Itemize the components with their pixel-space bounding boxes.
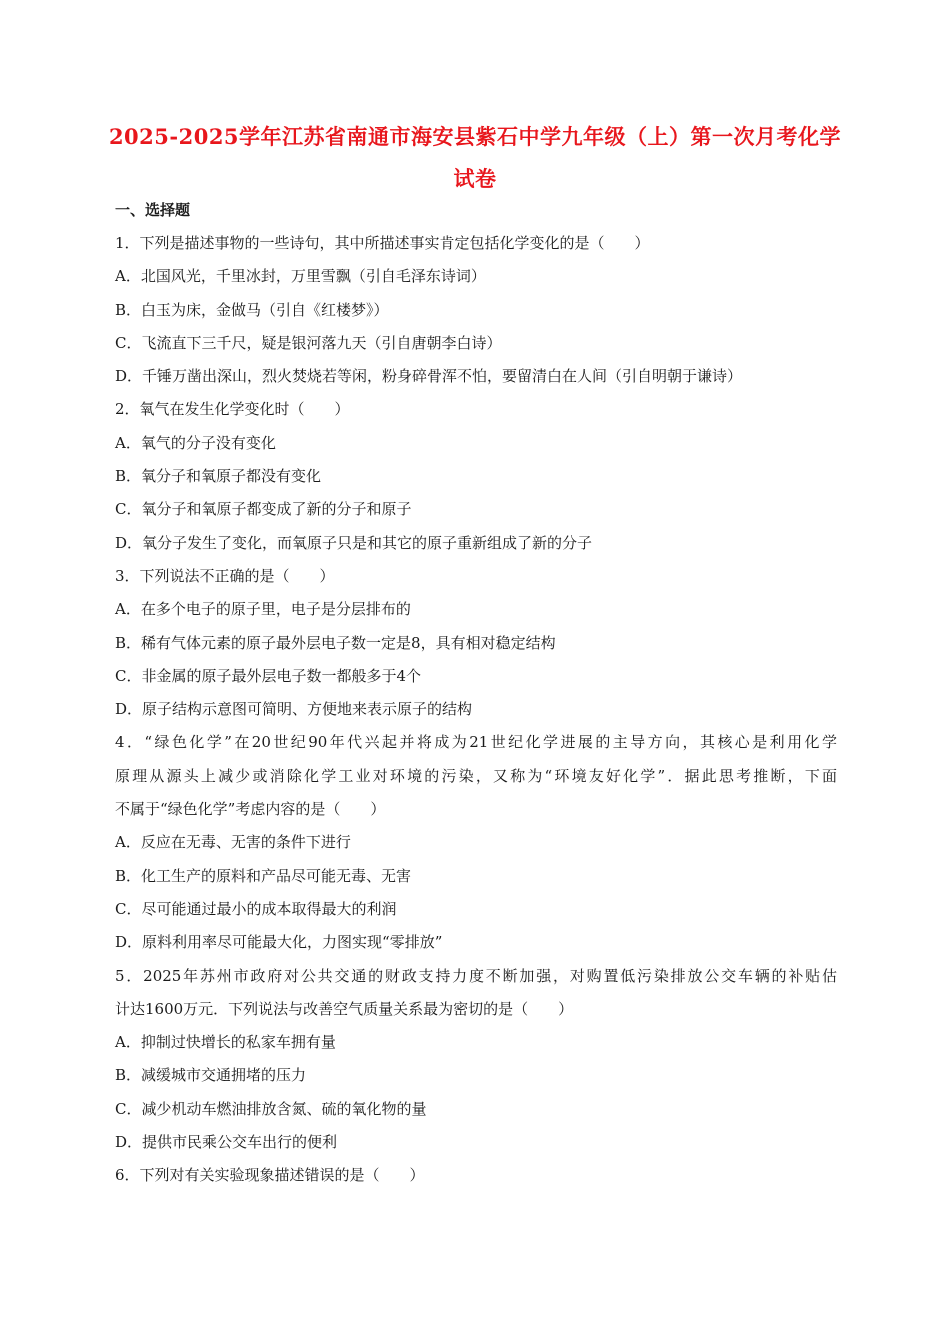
question-stem-line-2: 计达1600万元．下列说法与改善空气质量关系最为密切的是（ ） xyxy=(115,999,574,1018)
option-c: C．飞流直下三千尺，疑是银河落九天（引自唐朝李白诗） xyxy=(115,333,502,352)
option-c: C．尽可能通过最小的成本取得最大的利润 xyxy=(115,899,397,918)
option-a: A．北国风光，千里冰封，万里雪飘（引自毛泽东诗词） xyxy=(115,267,486,286)
question-2 xyxy=(115,398,837,564)
document-title: 2025-2025学年江苏省南通市海安县紫石中学九年级（上）第一次月考化学试卷 xyxy=(108,124,842,191)
option-d: D．原子结构示意图可简明、方便地来表示原子的结构 xyxy=(115,700,473,719)
question-stem-line-2: 原理从源头上减少或消除化学工业对环境的污染，又称为“环境友好化学”．据此思考推断，下面 xyxy=(115,766,837,785)
question-stem-line-1: 5．2025年苏州市政府对公共交通的财政支持力度不断加强，对购置低污染排放公交车辆的补贴估 xyxy=(115,966,837,985)
section-heading: 一、选择题 xyxy=(115,201,191,219)
option-b: B．稀有气体元素的原子最外层电子数一定是8，具有相对稳定结构 xyxy=(115,633,556,652)
question-3 xyxy=(115,565,837,731)
question-1 xyxy=(115,232,837,398)
question-5 xyxy=(115,965,837,1165)
option-a: A．反应在无毒、无害的条件下进行 xyxy=(115,833,351,852)
question-stem: 3．下列说法不正确的是（ ） xyxy=(115,566,335,585)
option-d: D．氧分子发生了变化，而氧原子只是和其它的原子重新组成了新的分子 xyxy=(115,533,593,552)
question-stem-line-3: 不属于“绿色化学”考虑内容的是（ ） xyxy=(115,800,386,819)
option-b: B．白玉为床，金做马（引自《红楼梦》） xyxy=(115,300,389,319)
option-c: C．减少机动车燃油排放含氮、硫的氧化物的量 xyxy=(115,1099,427,1118)
option-b: B．氧分子和氧原子都没有变化 xyxy=(115,467,322,486)
question-stem: 6．下列对有关实验现象描述错误的是（ ） xyxy=(115,1166,425,1185)
option-b: B．化工生产的原料和产品尽可能无毒、无害 xyxy=(115,866,412,885)
option-d: D．提供市民乘公交车出行的便利 xyxy=(115,1133,338,1152)
question-stem-line-1: 4．“绿色化学”在20世纪90年代兴起并将成为21世纪化学进展的主导方向，其核心是利用化学 xyxy=(115,733,837,752)
option-a: A．在多个电子的原子里，电子是分层排布的 xyxy=(115,600,411,619)
question-6 xyxy=(115,1164,837,1197)
option-a: A．抑制过快增长的私家车拥有量 xyxy=(115,1033,336,1052)
option-c: C．非金属的原子最外层电子数一都般多于4个 xyxy=(115,666,422,685)
option-d: D．千锤万凿出深山，烈火焚烧若等闲，粉身碎骨浑不怕，要留清白在人间（引自明朝于谦诗） xyxy=(115,367,743,386)
option-a: A．氧气的分子没有变化 xyxy=(115,433,276,452)
option-c: C．氧分子和氧原子都变成了新的分子和原子 xyxy=(115,500,412,519)
option-b: B．减缓城市交通拥堵的压力 xyxy=(115,1066,307,1085)
question-stem: 2．氧气在发生化学变化时（ ） xyxy=(115,400,350,419)
question-4 xyxy=(115,731,837,964)
question-stem: 1．下列是描述事物的一些诗句，其中所描述事实肯定包括化学变化的是（ ） xyxy=(115,234,650,252)
questions-body xyxy=(115,232,837,1198)
option-d: D．原料利用率尽可能最大化，力图实现“零排放” xyxy=(115,933,443,952)
